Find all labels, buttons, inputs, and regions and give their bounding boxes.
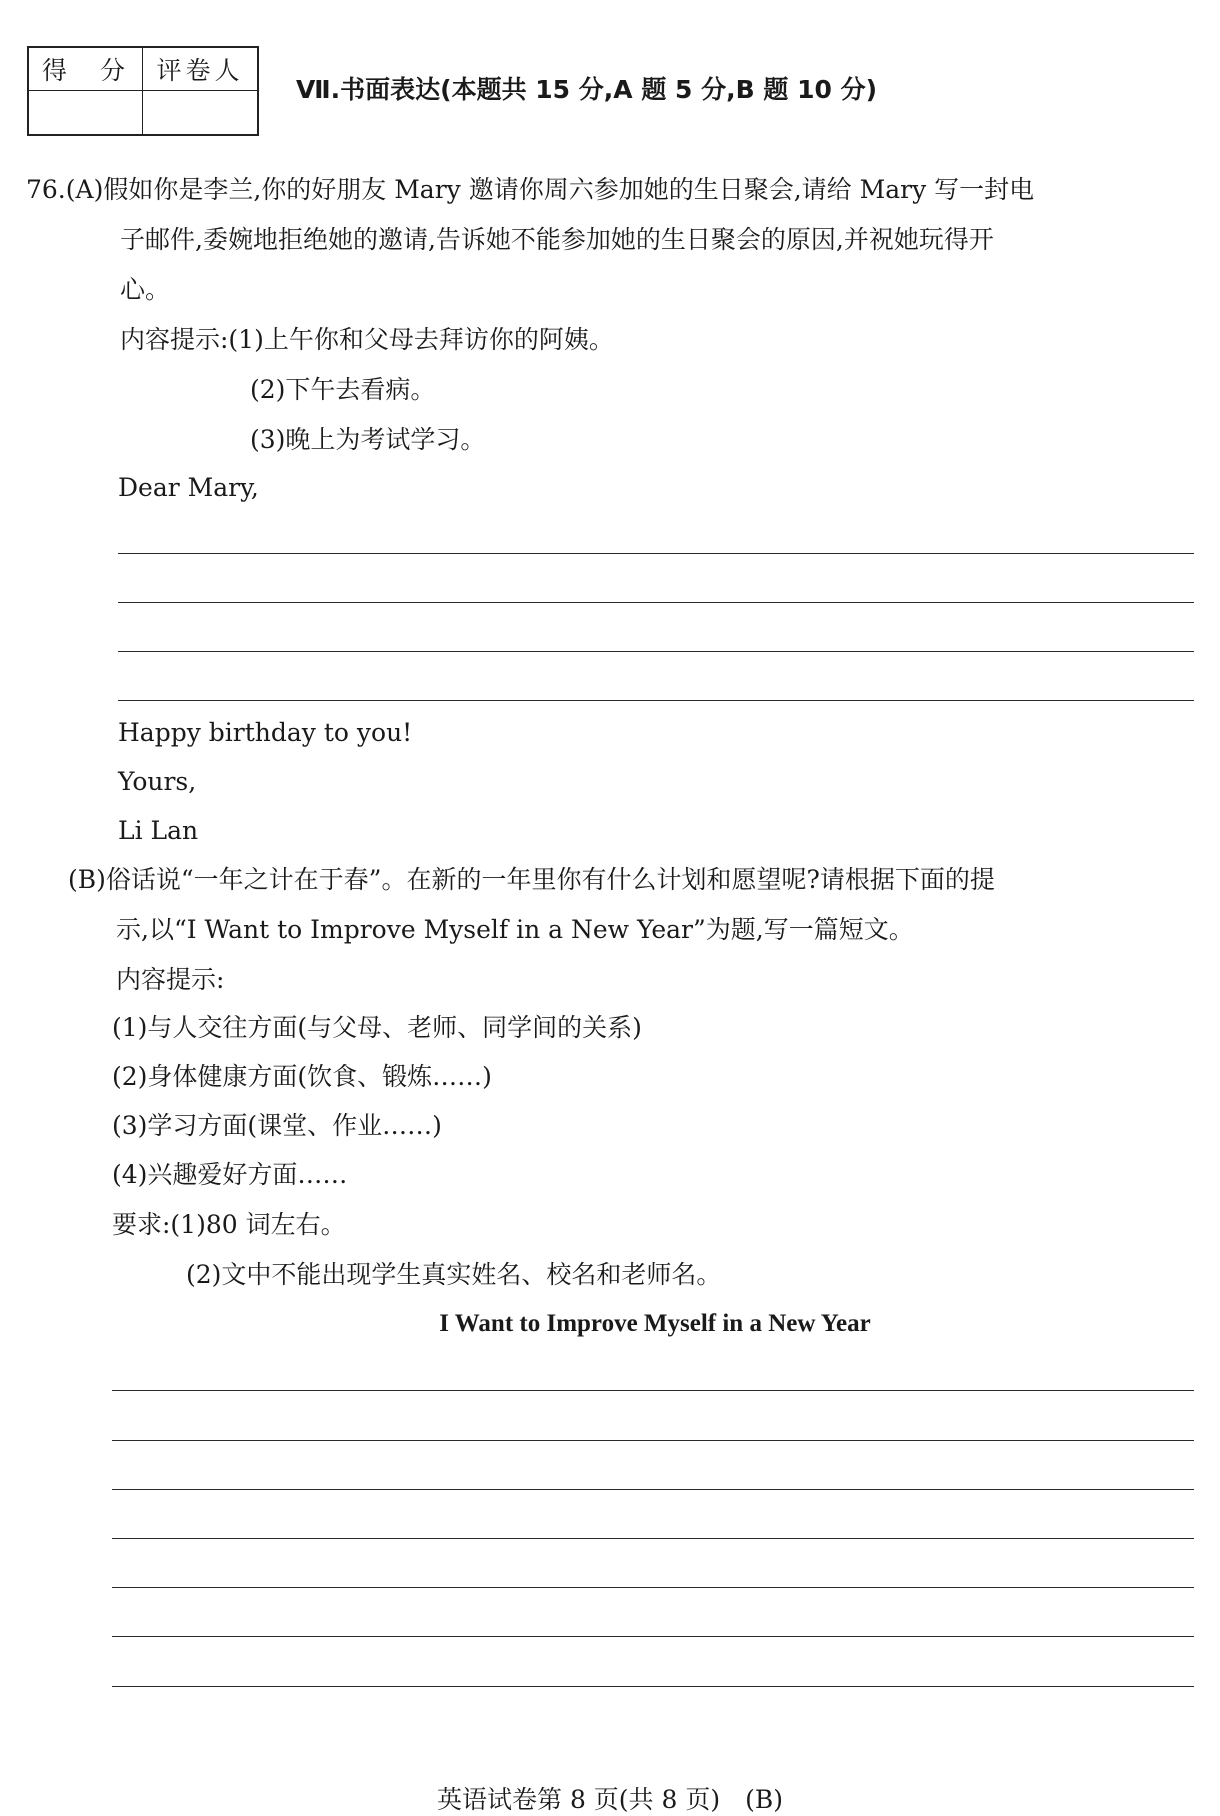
- q76a-hint-1: 内容提示:(1)上午你和父母去拜访你的阿姨。: [120, 325, 614, 354]
- essay-title: I Want to Improve Myself in a New Year: [439, 1310, 871, 1337]
- page-footer: 英语试卷第 8 页(共 8 页) (B): [437, 1785, 783, 1814]
- grader-field[interactable]: [143, 91, 257, 134]
- essay-line[interactable]: [112, 1489, 1194, 1490]
- q76b-line-1: (B)俗话说“一年之计在于春”。在新的一年里你有什么计划和愿望呢?请根据下面的提: [68, 865, 995, 894]
- essay-line[interactable]: [112, 1390, 1194, 1391]
- essay-line[interactable]: [112, 1636, 1194, 1637]
- answer-line[interactable]: [118, 700, 1194, 701]
- answer-line[interactable]: [118, 553, 1194, 554]
- q76b-requirement-1: 要求:(1)80 词左右。: [112, 1210, 346, 1239]
- q76a-line-3: 心。: [120, 275, 171, 304]
- q76b-hint-4: (4)兴趣爱好方面……: [112, 1160, 348, 1189]
- q76a-hint-3: (3)晚上为考试学习。: [250, 425, 486, 454]
- q76a-line-1: 76.(A)假如你是李兰,你的好朋友 Mary 邀请你周六参加她的生日聚会,请给 Mary 写一封电: [26, 175, 1035, 204]
- q76b-line-2: 示,以“I Want to Improve Myself in a New Year”为题,写一篇短文。: [116, 915, 914, 944]
- q76a-line-2: 子邮件,委婉地拒绝她的邀请,告诉她不能参加她的生日聚会的原因,并祝她玩得开: [120, 225, 994, 254]
- q76b-requirement-2: (2)文中不能出现学生真实姓名、校名和老师名。: [186, 1260, 722, 1289]
- score-box: [27, 46, 259, 136]
- q76b-hint-1: (1)与人交往方面(与父母、老师、同学间的关系): [112, 1013, 642, 1042]
- q76b-hint-label: 内容提示:: [116, 965, 225, 994]
- section-title: Ⅶ.书面表达(本题共 15 分,A 题 5 分,B 题 10 分): [296, 75, 877, 104]
- signature: Li Lan: [118, 816, 199, 845]
- answer-line[interactable]: [118, 602, 1194, 603]
- q76a-hint-2: (2)下午去看病。: [250, 375, 436, 404]
- q76b-hint-3: (3)学习方面(课堂、作业……): [112, 1111, 442, 1140]
- answer-line[interactable]: [118, 651, 1194, 652]
- salutation: Dear Mary,: [118, 473, 259, 502]
- q76b-hint-2: (2)身体健康方面(饮食、锻炼……): [112, 1062, 492, 1091]
- essay-line[interactable]: [112, 1686, 1194, 1687]
- essay-line[interactable]: [112, 1538, 1194, 1539]
- essay-line[interactable]: [112, 1587, 1194, 1588]
- score-header: 得 分: [29, 48, 143, 91]
- grader-header: 评卷人: [143, 48, 257, 91]
- essay-line[interactable]: [112, 1440, 1194, 1441]
- score-field[interactable]: [29, 91, 143, 134]
- closing-yours: Yours,: [118, 767, 197, 796]
- closing-line: Happy birthday to you!: [118, 718, 413, 747]
